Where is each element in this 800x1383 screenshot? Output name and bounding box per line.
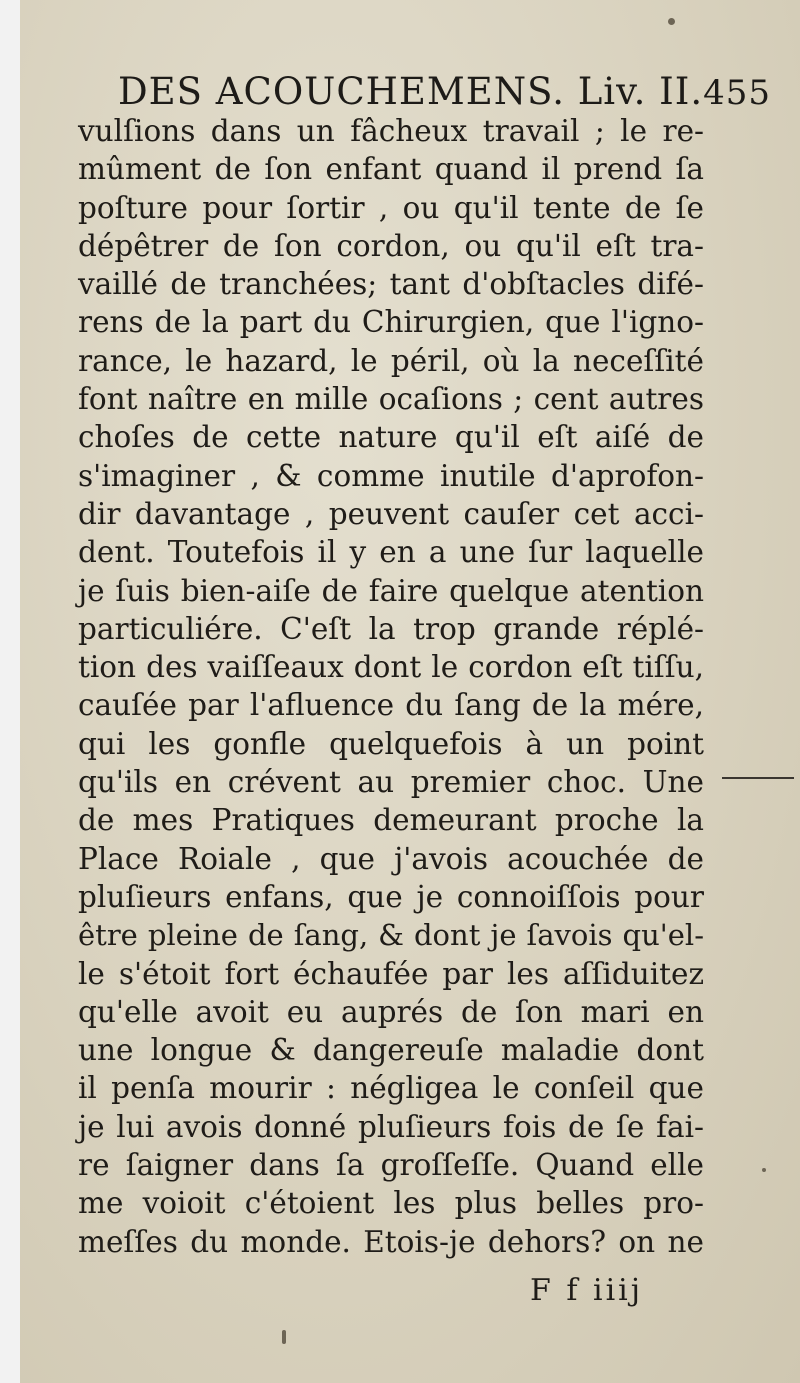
text-line: il penſa mourir : négligea le conſeil que: [78, 1071, 704, 1106]
text-line: poſture pour ſortir , ou qu'il tente de ſe: [78, 190, 704, 225]
text-line: pluſieurs enfans, que je connoiſſois pour: [78, 879, 704, 914]
scan-margin: [0, 0, 20, 1383]
text-line: je ſuis bien-aiſe de faire quelque atention: [78, 573, 704, 608]
text-line: qu'ils en crévent au premier choc. Une: [78, 765, 704, 800]
signature-mark: F f iiij: [530, 1273, 644, 1308]
ink-speck: [668, 18, 675, 25]
text-line: cauſée par l'afluence du ſang de la mére,: [78, 688, 704, 723]
text-line: qu'elle avoit eu auprés de ſon mari en: [78, 994, 704, 1029]
running-header: [118, 70, 772, 113]
text-line: être pleine de ſang, & dont je ſavois qu'el-: [78, 918, 704, 953]
text-line: Place Roiale , que j'avois acouchée de: [78, 841, 704, 876]
text-line: font naître en mille ocaſions ; cent autres: [78, 382, 704, 417]
text-line: particuliére. C'eſt la trop grande réplé-: [78, 611, 704, 646]
text-line: vaillé de tranchées; tant d'obſtacles difé-: [78, 267, 704, 302]
text-line: s'imaginer , & comme inutile d'aprofon-: [78, 458, 704, 493]
text-line: le s'étoit fort échaufée par les aſſiduitez: [78, 956, 704, 991]
text-line: dent. Toutefois il y en a une ſur laquelle: [78, 535, 704, 570]
text-line: une longue & dangereuſe maladie dont: [78, 1033, 704, 1068]
body-text: [78, 112, 704, 1261]
text-line: re ſaigner dans ſa groſſeſſe. Quand elle: [78, 1148, 704, 1183]
text-line: tion des vaiſſeaux dont le cordon eſt tiſſu,: [78, 650, 704, 685]
text-line: mûment de ſon enfant quand il prend ſa: [78, 152, 704, 187]
text-line: choſes de cette nature qu'il eſt aiſé de: [78, 420, 704, 455]
text-line: rance, le hazard, le péril, où la neceſſité: [78, 343, 704, 378]
running-title: DES ACOUCHEMENS. Liv. II.: [118, 70, 704, 113]
text-line: dépêtrer de ſon cordon, ou qu'il eſt tra-: [78, 228, 704, 263]
ink-speck: [762, 1168, 766, 1172]
text-line: meſſes du monde. Etois-je dehors? on ne: [78, 1224, 704, 1259]
text-line: me voioit c'étoient les plus belles pro-: [78, 1186, 704, 1221]
page-number: 455: [703, 73, 772, 113]
text-line: dir davantage , peuvent cauſer cet acci-: [78, 496, 704, 531]
margin-rule: [722, 777, 794, 779]
text-line: de mes Pratiques demeurant proche la: [78, 803, 704, 838]
text-line: rens de la part du Chirurgien, que l'igno-: [78, 305, 704, 340]
text-line: qui les gonfle quelquefois à un point: [78, 726, 704, 761]
text-line: je lui avois donné pluſieurs fois de ſe fai-: [78, 1109, 704, 1144]
ink-speck: [282, 1330, 286, 1344]
text-line: vulſions dans un fâcheux travail ; le re-: [78, 114, 704, 148]
